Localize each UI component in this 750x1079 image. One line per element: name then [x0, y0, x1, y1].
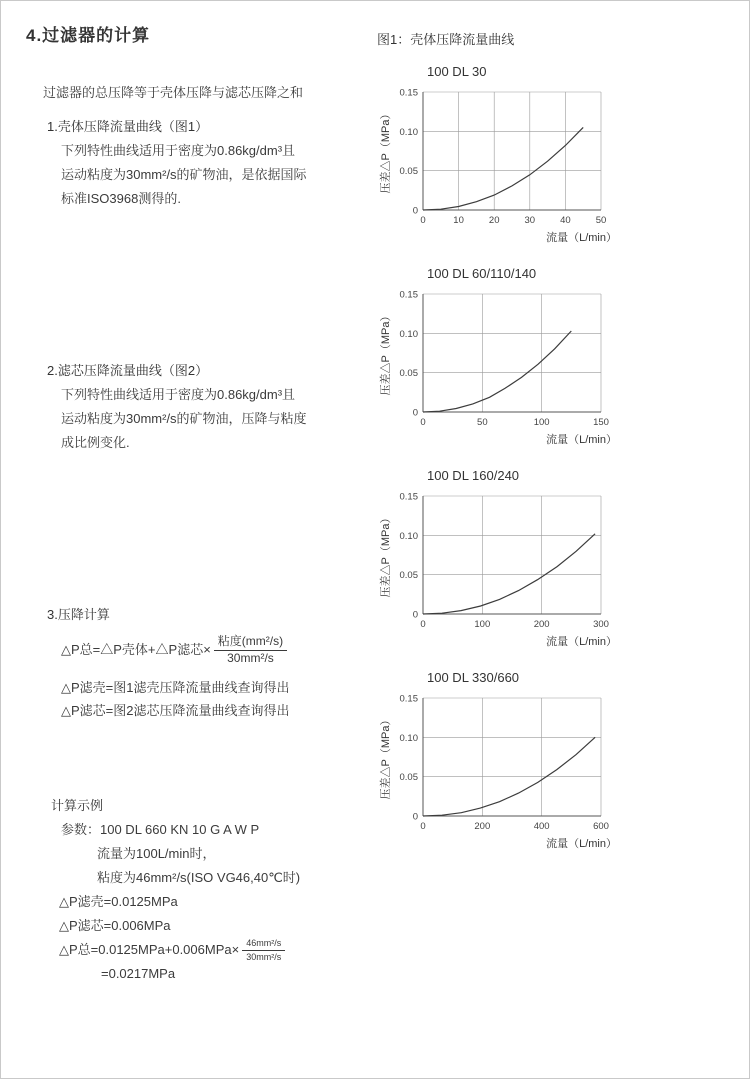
example-result: =0.0217MPa — [101, 966, 176, 981]
svg-text:20: 20 — [488, 215, 500, 226]
formula-note-shell: △P滤壳=图1滤壳压降流量曲线查询得出 — [61, 679, 290, 695]
section1-heading: 1.壳体压降流量曲线（图1） — [47, 119, 209, 134]
pressure-flow-chart — [379, 486, 629, 656]
svg-text:0.10: 0.10 — [399, 126, 418, 138]
section1-body — [61, 139, 307, 211]
svg-text:30: 30 — [524, 215, 536, 226]
svg-text:0: 0 — [412, 811, 418, 823]
svg-text:0: 0 — [412, 205, 418, 217]
chart-100dl60-110-140 — [371, 266, 711, 454]
svg-text:100: 100 — [474, 619, 491, 630]
page-title: 4.过滤器的计算 — [26, 26, 151, 45]
calculation-example — [51, 794, 300, 986]
svg-text:400: 400 — [533, 821, 550, 832]
section1-line: 标准ISO3968测得的. — [61, 191, 181, 206]
svg-text:0: 0 — [412, 407, 418, 419]
section1-line: 下列特性曲线适用于密度为0.86kg/dm³且 — [61, 143, 296, 158]
svg-text:0.05: 0.05 — [399, 570, 418, 582]
example-total-numerator: 46mm²/s — [242, 938, 285, 950]
formula-note-element: △P滤芯=图2滤芯压降流量曲线查询得出 — [61, 702, 290, 718]
y-axis-label: 压差△P（MPa） — [380, 714, 392, 800]
svg-text:0.05: 0.05 — [399, 772, 418, 784]
svg-text:10: 10 — [453, 215, 464, 226]
example-dp-element: △P滤芯=0.006MPa — [59, 918, 171, 933]
svg-text:50: 50 — [477, 417, 488, 428]
svg-text:0.15: 0.15 — [399, 693, 418, 705]
x-axis-label: 流量（L/min） — [546, 838, 617, 850]
intro-text: 过滤器的总压降等于壳体压降与滤芯压降之和 — [43, 85, 304, 100]
section-housing-curve — [47, 115, 307, 211]
svg-text:0.10: 0.10 — [399, 328, 418, 340]
section2-line: 下列特性曲线适用于密度为0.86kg/dm³且 — [61, 387, 296, 402]
svg-text:40: 40 — [560, 215, 571, 226]
section2-line: 运动粘度为30mm²/s的矿物油，压降与粘度 — [61, 411, 307, 426]
svg-text:300: 300 — [593, 619, 609, 630]
example-dp-shell: △P滤壳=0.0125MPa — [59, 894, 178, 909]
svg-text:0: 0 — [420, 417, 426, 428]
example-total-fraction — [242, 938, 285, 962]
svg-text:600: 600 — [593, 821, 609, 832]
pressure-drop-formula — [61, 635, 290, 666]
svg-text:0: 0 — [412, 609, 418, 621]
example-flow: 流量为100L/min时， — [97, 846, 216, 861]
example-heading: 计算示例 — [51, 798, 104, 813]
figure-title: 图1：壳体压降流量曲线 — [377, 32, 515, 47]
formula-fraction — [214, 635, 287, 666]
figure-column — [371, 29, 711, 872]
svg-text:50: 50 — [595, 215, 607, 226]
y-axis-label: 压差△P（MPa） — [380, 108, 392, 194]
formula-numerator: 粘度(mm²/s) — [214, 635, 287, 651]
svg-text:0: 0 — [420, 821, 426, 832]
formula-denominator: 30mm²/s — [227, 650, 274, 665]
example-total — [59, 938, 300, 962]
section-pressure-calc — [47, 603, 290, 722]
chart-100dl330-660 — [371, 670, 711, 858]
y-axis-label: 压差△P（MPa） — [380, 512, 392, 598]
svg-text:200: 200 — [474, 821, 491, 832]
section2-heading: 2.滤芯压降流量曲线（图2） — [47, 363, 209, 378]
chart-100dl160-240 — [371, 468, 711, 656]
section2-line: 成比例变化. — [61, 435, 130, 450]
x-axis-label: 流量（L/min） — [546, 232, 617, 244]
svg-text:0.15: 0.15 — [399, 87, 418, 99]
pressure-flow-chart — [379, 82, 629, 252]
svg-text:150: 150 — [593, 417, 609, 428]
svg-text:200: 200 — [533, 619, 550, 630]
section1-line: 运动粘度为30mm²/s的矿物油，是依据国际 — [61, 167, 307, 182]
svg-text:0: 0 — [420, 619, 426, 630]
section2-body — [61, 383, 307, 455]
example-viscosity: 粘度为46mm²/s(ISO VG46,40℃时) — [97, 870, 301, 885]
chart-100dl30 — [371, 64, 711, 252]
formula-prefix: △P总=△P壳体+△P滤芯× — [61, 642, 211, 658]
y-axis-label: 压差△P（MPa） — [380, 310, 392, 396]
example-total-denominator: 30mm²/s — [246, 951, 282, 962]
svg-text:0: 0 — [420, 215, 426, 226]
section-element-curve — [47, 359, 307, 455]
example-params: 参数：100 DL 660 KN 10 G A W P — [61, 822, 260, 837]
pressure-flow-chart — [379, 284, 629, 454]
svg-text:0.15: 0.15 — [399, 491, 418, 503]
svg-text:0.15: 0.15 — [399, 289, 418, 301]
svg-text:100: 100 — [533, 417, 550, 428]
example-total-prefix: △P总=0.0125MPa+0.006MPa× — [59, 942, 240, 957]
svg-text:0.05: 0.05 — [399, 368, 418, 380]
x-axis-label: 流量（L/min） — [546, 434, 617, 446]
chart-title: 100 DL 30 — [427, 64, 487, 79]
svg-text:0.05: 0.05 — [399, 166, 418, 178]
svg-text:0.10: 0.10 — [399, 732, 418, 744]
chart-title: 100 DL 330/660 — [427, 670, 520, 685]
x-axis-label: 流量（L/min） — [546, 636, 617, 648]
svg-text:0.10: 0.10 — [399, 530, 418, 542]
chart-title: 100 DL 160/240 — [427, 468, 520, 483]
pressure-flow-chart — [379, 688, 629, 858]
chart-title: 100 DL 60/110/140 — [427, 266, 537, 281]
section3-heading: 3.压降计算 — [47, 607, 110, 622]
